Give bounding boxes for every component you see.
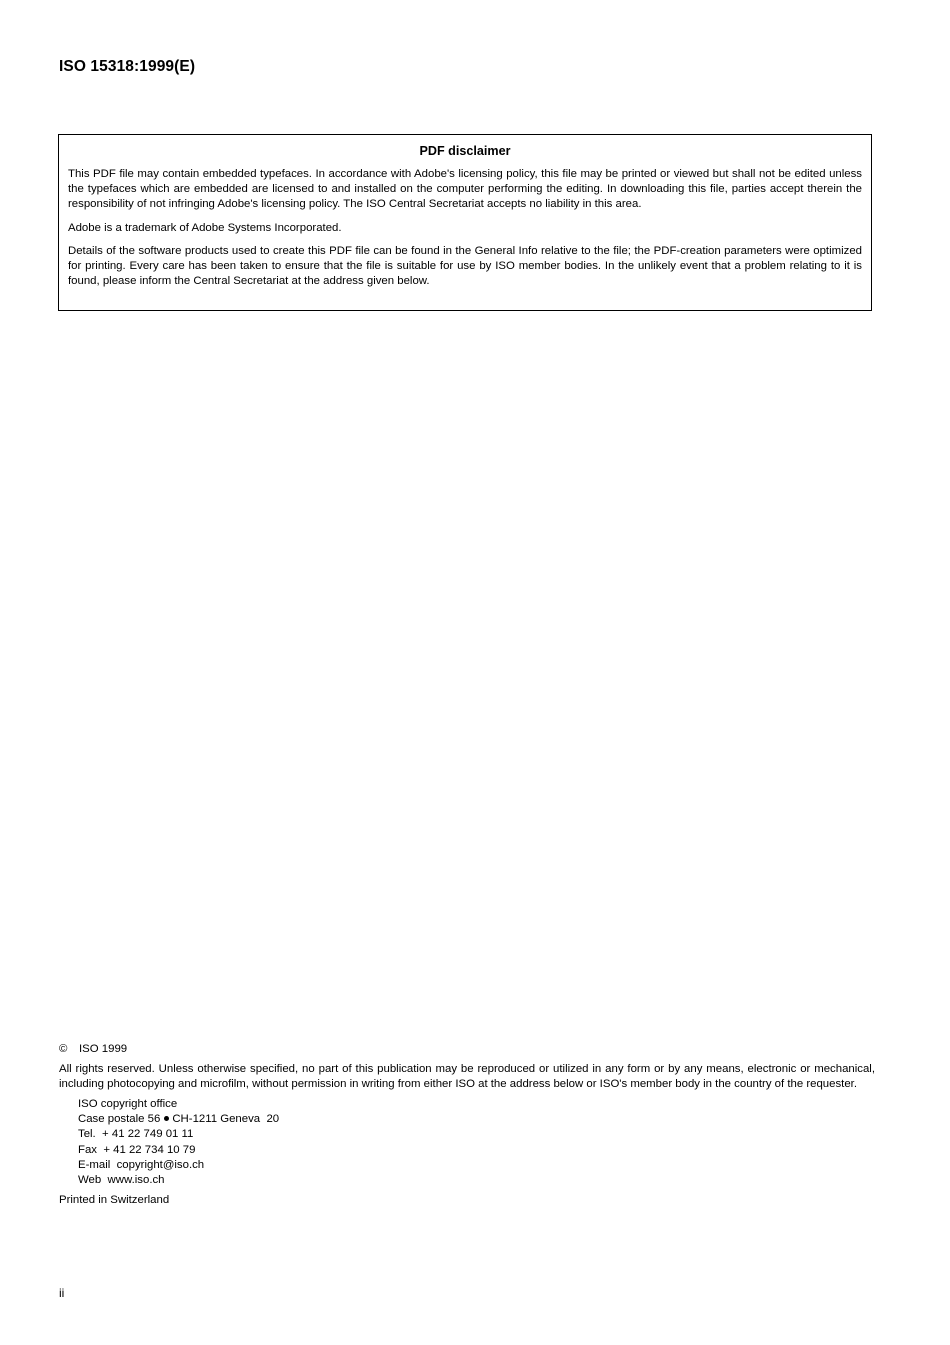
- document-id-header: ISO 15318:1999(E): [59, 58, 196, 75]
- fax: Fax + 41 22 734 10 79: [78, 1143, 196, 1156]
- postal-address: [78, 1112, 875, 1127]
- copyright-block: [59, 1042, 875, 1208]
- postal-city: CH-1211 Geneva 20: [172, 1113, 280, 1126]
- office-name: ISO copyright office: [78, 1098, 178, 1111]
- printed-in: Printed in Switzerland: [59, 1193, 170, 1206]
- pdf-disclaimer-box: [58, 134, 872, 311]
- disclaimer-title: PDF disclaimer: [419, 144, 511, 158]
- disclaimer-paragraph-software: Details of the software products used to create this PDF file can be found in the General Info relative to the file; the PDF-creation parameters were optimized for printing. Every care has been taken to ensure that the file is suitable for use by ISO member bodies. In the unlikely event that a problem relating to it is found, please inform the Central Secretariat at the address given below.: [68, 244, 862, 288]
- postal-box: Case postale 56: [78, 1113, 161, 1126]
- rights-reserved-text: All rights reserved. Unless otherwise specified, no part of this publication may be reproduced or utilized in any form or by any means, electronic or mechanical, including photocopying and microfilm, without permission in writing from either ISO at the address below or ISO's member body in the country of the requester.: [59, 1063, 875, 1091]
- copyright-line: [59, 1042, 875, 1057]
- website: Web www.iso.ch: [78, 1173, 165, 1186]
- copyright-symbol: ©: [59, 1043, 68, 1055]
- copyright-owner-year: ISO 1999: [79, 1043, 128, 1055]
- page-number: ii: [59, 1286, 65, 1300]
- bullet-icon: [164, 1116, 169, 1121]
- telephone: Tel. + 41 22 749 01 11: [78, 1128, 194, 1141]
- copyright-office-address: [59, 1097, 875, 1188]
- disclaimer-paragraph-typefaces: This PDF file may contain embedded typefaces. In accordance with Adobe's licensing policy, this file may be printed or viewed but shall not be edited unless the typefaces which are embedded are licensed to and installed on the computer performing the editing. In downloading this file, parties accept therein the responsibility of not infringing Adobe's licensing policy. The ISO Central Secretariat accepts no liability in this area.: [68, 168, 862, 211]
- email: E-mail copyright@iso.ch: [78, 1158, 205, 1171]
- disclaimer-paragraph-trademark: Adobe is a trademark of Adobe Systems Incorporated.: [68, 221, 342, 234]
